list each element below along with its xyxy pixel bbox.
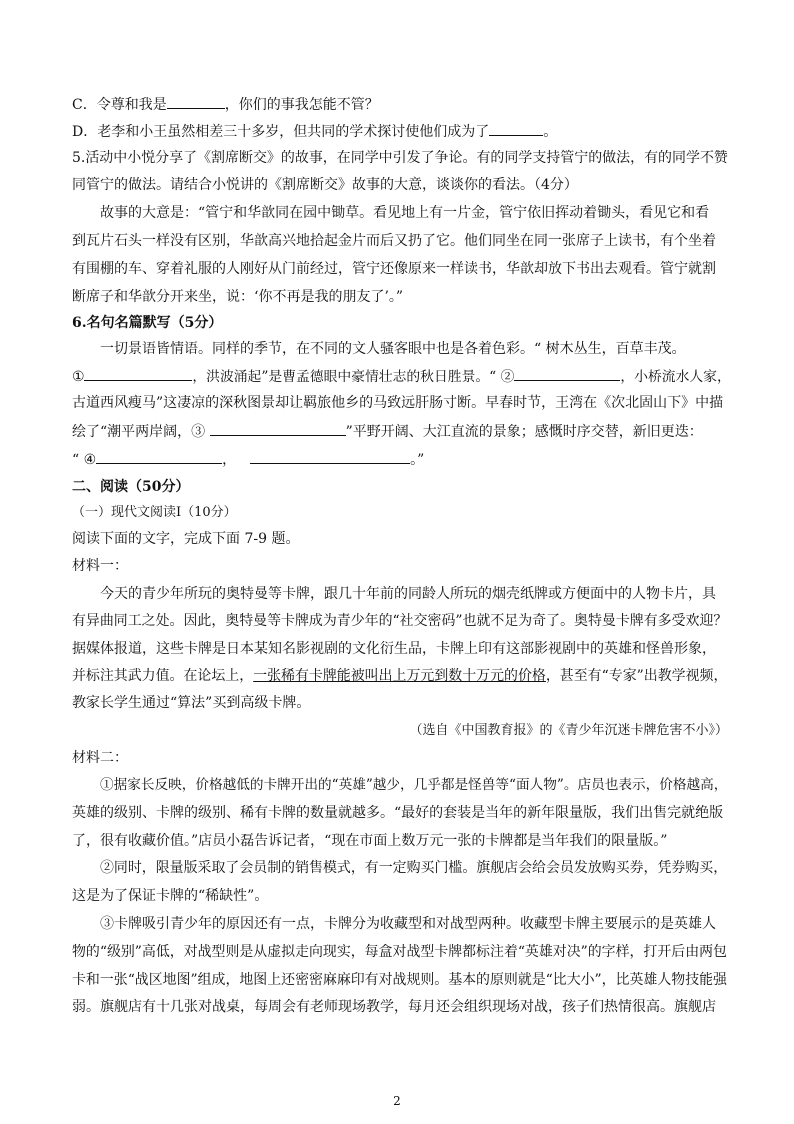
material-2-paragraph-1: ①据家长反映，价格越低的卡牌开出的“英雄”越少，几乎都是怪兽等“面人物”。店员也表示，价格越高， <box>100 777 728 793</box>
material-1-label: 材料一： <box>72 558 128 574</box>
material-2-label: 材料二： <box>72 750 128 766</box>
question-6-text: ， <box>222 452 237 468</box>
story-line: 到瓦片石头一样没有区别，华歆高兴地拾起金片而后又扔了它。他们同坐在同一张席子上读书，有个坐着 <box>72 233 716 249</box>
story-line: 有围棚的车、穿着礼服的人刚好从门前经过，管宁还像原来一样读书，华歆却放下书出去观看。管宁就割 <box>72 261 716 277</box>
question-5-line-1: 5.活动中小悦分享了《割席断交》的故事，在同学中引发了争论。有的同学支持管宁的做法，有的同学不赞 <box>72 150 728 166</box>
material-2-paragraph-3: 弱。旗舰店有十几张对战桌，每周会有老师现场教学，每月还会组织现场对战，孩子们热情很高。旗舰店 <box>72 999 716 1015</box>
question-6-text: ，洪波涌起”是曹孟德眼中豪情壮志的秋日胜景。“ ② <box>192 369 515 385</box>
option-c-text: C．令尊和我是 <box>72 97 167 113</box>
question-6-line-5 <box>72 449 424 470</box>
question-6-line-4 <box>72 421 703 442</box>
answer-blank[interactable] <box>167 94 225 109</box>
material-1-source: （选自《中国教育报》的《青少年沉迷卡牌危害不小》） <box>409 723 728 738</box>
option-c-text-end: ，你们的事我怎能不管？ <box>224 97 379 113</box>
question-6-text: “ ④ <box>72 452 97 468</box>
reading-instruction: 阅读下面的文字，完成下面 7-9 题。 <box>72 531 300 547</box>
question-6-text: 绘了“潮平两岸阔，③ <box>72 424 210 440</box>
story-line: 故事的大意是：“管宁和华歆同在园中锄草。看见地上有一片金，管宁依旧挥动着锄头，看见它和看 <box>100 205 710 221</box>
blank-number: ① <box>72 369 85 385</box>
question-6-text: ，小桥流水人家， <box>620 369 731 385</box>
material-2-paragraph-1: 英雄的级别、卡牌的级别、稀有卡牌的数量就越多。“最好的套装是当年的新年限量版，我们出售完就绝版 <box>72 805 724 821</box>
section-2-title: 二、阅读（50分） <box>72 479 190 495</box>
question-6-text: ”平野开阔、大江直流的景象；感慨时序交替，新旧更迭： <box>345 424 703 440</box>
material-2-paragraph-2: 这是为了保证卡牌的“稀缺性”。 <box>72 888 269 904</box>
answer-blank-2[interactable] <box>514 366 620 381</box>
answer-blank-5[interactable] <box>250 449 410 464</box>
answer-blank-4[interactable] <box>96 449 222 464</box>
question-6-line-3: 古道西风瘦马”这凄凉的深秋图景却让羁旅他乡的马致远肝肠寸断。早春时节，王湾在《次北固山下》中描 <box>72 395 724 411</box>
option-d <box>72 121 557 142</box>
material-1-text: 并标注其武力值。在论坛上， <box>72 668 254 684</box>
section-2-subtitle: （一）现代文阅读Ⅰ（10分） <box>72 505 237 520</box>
answer-blank[interactable] <box>489 121 543 136</box>
material-1-line: 有异曲同工之处。因此，奥特曼等卡牌成为青少年的“社交密码”也就不足为奇了。奥特曼卡牌有多受欢迎？ <box>72 613 728 629</box>
question-6-title: 6.名句名篇默写（5分） <box>72 315 223 331</box>
answer-blank-1[interactable] <box>84 366 192 381</box>
material-1-line <box>72 666 727 686</box>
material-1-line: 教家长学生通过“算法”买到高级卡牌。 <box>72 695 311 711</box>
material-1-line: 据媒体报道，这些卡牌是日本某知名影视剧的文化衍生品，卡牌上印有这部影视剧中的英雄和怪兽形象， <box>72 641 716 657</box>
material-2-paragraph-3: ③卡牌吸引青少年的原因还有一点，卡牌分为收藏型和对战型两种。收藏型卡牌主要展示的是英雄人 <box>100 916 716 932</box>
question-6-text: 。” <box>410 452 425 468</box>
material-1-line: 今天的青少年所玩的奥特曼等卡牌，跟几十年前的同龄人所玩的烟壳纸牌或方便面中的人物卡片，具 <box>100 586 716 602</box>
material-2-paragraph-2: ②同时，限量版采取了会员制的销售模式，有一定购买门槛。旗舰店会给会员发放购买券，凭券购买， <box>100 860 728 876</box>
material-1-text: ，甚至有“专家”出教学视频， <box>545 668 728 684</box>
option-d-text-end: 。 <box>543 124 558 140</box>
underlined-sentence: 一张稀有卡牌能被叫出上万元到数十万元的价格 <box>253 668 546 684</box>
question-6-line-1: 一切景语皆情语。同样的季节，在不同的文人骚客眼中也是各着色彩。“ 树木丛生，百草丰茂。 <box>100 341 686 357</box>
question-5-line-2: 同管宁的做法。请结合小悦讲的《割席断交》故事的大意，谈谈你的看法。（4分） <box>72 177 578 193</box>
material-2-paragraph-3: 卡和一张“战区地图”组成，地图上还密密麻麻印有对战规则。基本的原则就是“比大小”，比英雄人物技能强 <box>72 972 727 988</box>
page-number: 2 <box>393 1094 401 1108</box>
answer-blank-3[interactable] <box>210 421 346 436</box>
story-line: 断席子和华歆分开来坐，说：‘你不再是我的朋友了’。” <box>72 289 404 305</box>
question-6-line-2 <box>72 366 731 387</box>
material-2-paragraph-1: 了，很有收藏价值。”店员小磊告诉记者，“现在市面上数万元一张的卡牌都是当年我们的限量版。” <box>72 833 668 849</box>
option-d-text: D．老李和小王虽然相差三十多岁，但共同的学术探讨使他们成为了 <box>72 124 490 140</box>
material-2-paragraph-3: 物的“级别”高低，对战型则是从虚拟走向现实，每盒对战型卡牌都标注着“英雄对决”的字样，打开后由两包 <box>72 944 727 960</box>
option-c <box>72 94 379 115</box>
